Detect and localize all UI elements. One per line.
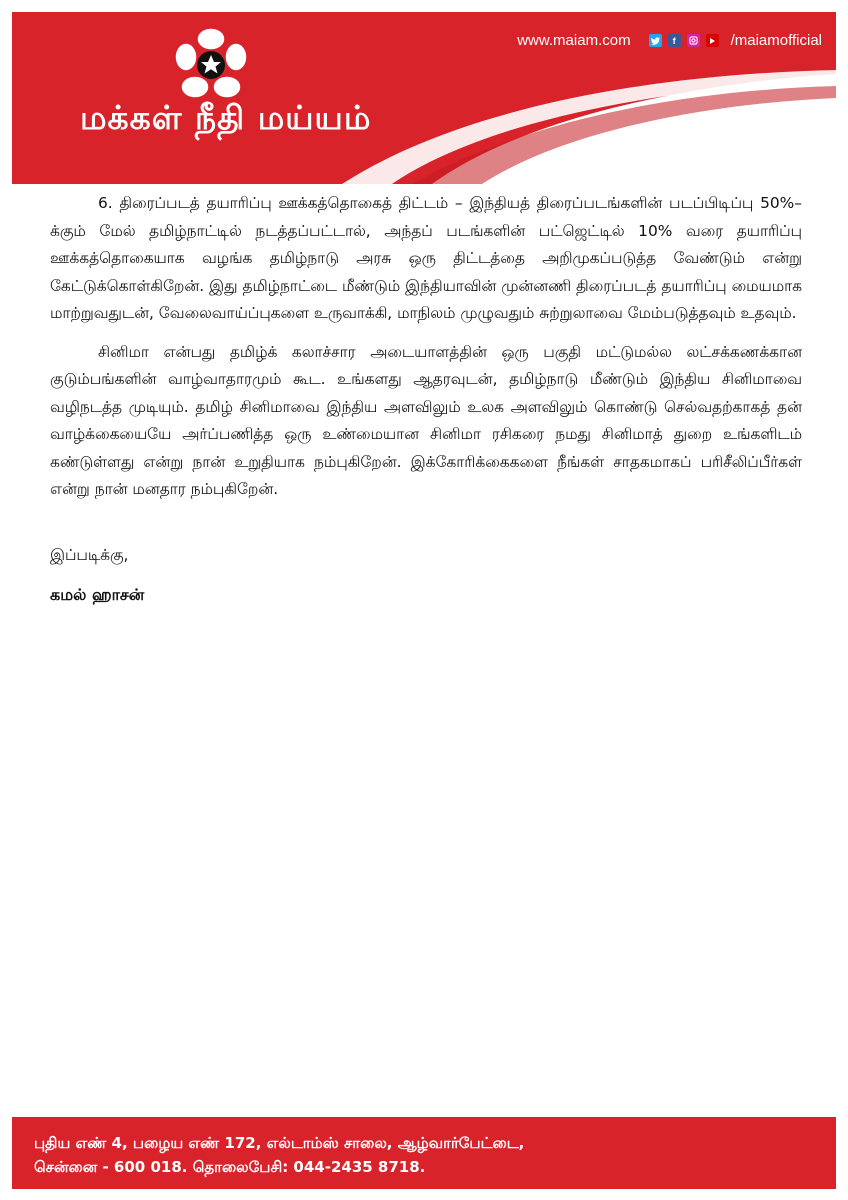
paragraph-incentive-scheme: 6. திரைப்படத் தயாரிப்பு ஊக்கத்தொகைத் திட்டம் – இந்தியத் திரைப்படங்களின் படப்பிடிப்பு 50%–க்கும் மேல் தமிழ்நாட்டில் நடத்தப்பட்டால், அந்தப் படங்களின் பட்ஜெட்டில் 10% வரை தயாரிப்பு ஊக்கத்தொகையாக வழங்க தமிழ்நாடு அரசு ஒரு திட்டத்தை அறிமுகப்படுத்த வேண்டும் என்று கேட்டுக்கொள்கிறேன். இது தமிழ்நாட்டை மீண்டும் இந்தியாவின் முன்னணி திரைப்படத் தயாரிப்பு மையமாக மாற்றுவதுடன், வேலைவாய்ப்புகளை உருவாக்கி, மாநிலம் முழுவதும் சுற்றுலாவை மேம்படுத்தவும் உதவும். [50,194,802,322]
twitter-icon[interactable] [649,34,662,47]
instagram-icon[interactable] [687,34,700,47]
facebook-icon[interactable]: f [668,34,681,47]
letterhead-header [12,12,836,184]
party-name: மக்கள் நீதி மய்யம் [80,98,372,137]
contact-bar [517,32,822,49]
party-logo [170,24,252,106]
paragraph-cinema-culture: சினிமா என்பது தமிழ்க் கலாச்சார அடையாளத்தின் ஒரு பகுதி மட்டுமல்ல லட்சக்கணக்கான குடும்பங்களின் வாழ்வாதாரமும் கூட. உங்களது ஆதரவுடன், தமிழ்நாடு மீண்டும் இந்திய சினிமாவை வழிநடத்த முடியும். தமிழ் சினிமாவை இந்திய அளவிலும் உலக அளவிலும் கொண்டு செல்வதற்காகத் தன் வாழ்க்கையையே அர்ப்பணித்த ஒரு உண்மையான சினிமா ரசிகரை நமது சினிமாத் துறை உங்களிடம் கண்டுள்ளது என்று நான் உறுதியாக நம்புகிறேன். இக்கோரிக்கைகளை நீங்கள் சாதகமாகப் பரிசீலிப்பீர்கள் என்று நான் மனதார நம்புகிறேன். [50,342,802,498]
address-line-2: சென்னை - 600 018. தொலைபேசி: 044-2435 8718. [34,1158,426,1176]
footer-address [34,1131,524,1179]
signature-name: கமல் ஹாசன் [50,585,145,604]
website-link[interactable]: www.maiam.com [517,32,631,49]
closing-salutation: இப்படிக்கு, [50,545,129,564]
social-handle[interactable]: /maiamofficial [730,32,822,49]
letter-body [50,190,802,609]
youtube-icon[interactable] [706,34,719,47]
letterhead-footer [12,1117,836,1189]
address-line-1: புதிய எண் 4, பழைய எண் 172, எல்டாம்ஸ் சாலை, ஆழ்வார்பேட்டை, [34,1134,525,1152]
